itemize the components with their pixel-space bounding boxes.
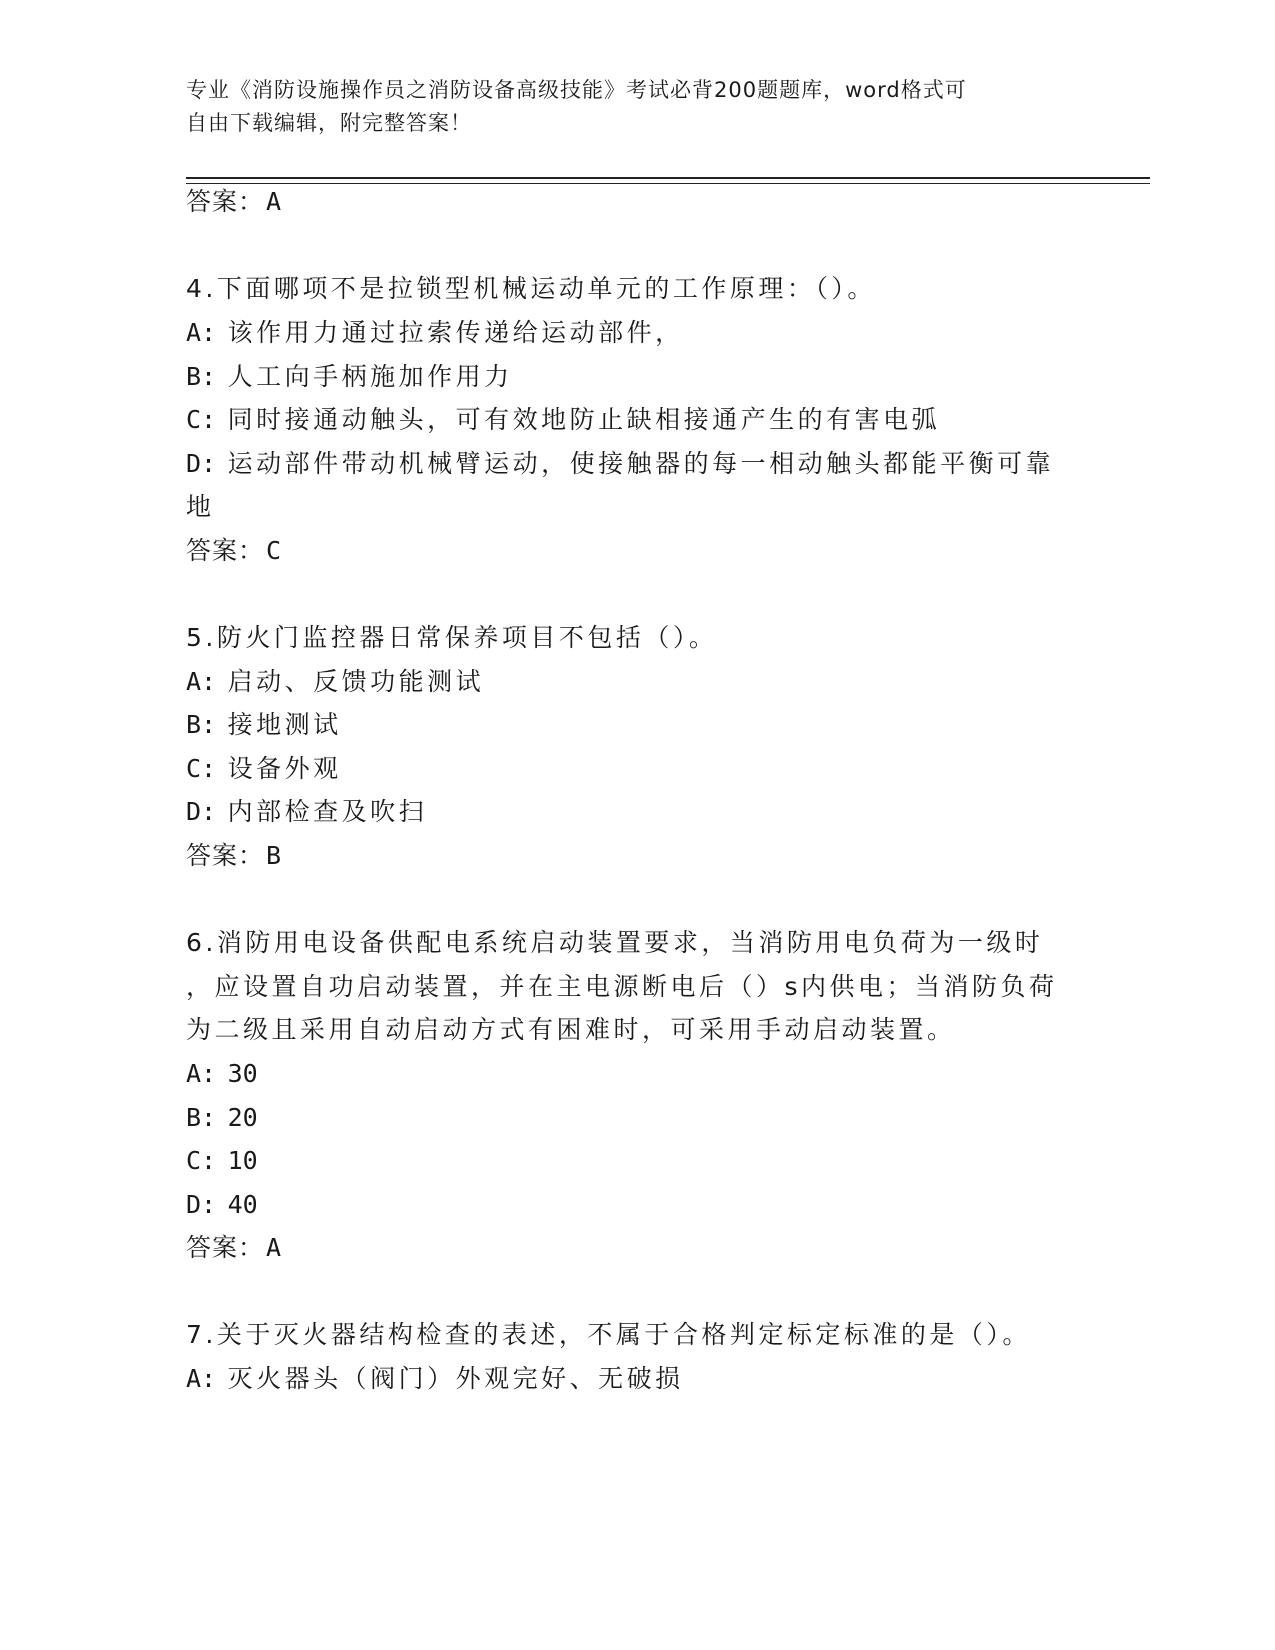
question-6-option-b xyxy=(186,1102,258,1134)
question-5-option-a xyxy=(186,666,484,698)
previous-answer xyxy=(186,186,282,218)
option-key: A: xyxy=(186,1364,217,1393)
header-line-1: 专业《消防设施操作员之消防设备高级技能》考试必背200题题库，word格式可 xyxy=(186,78,967,102)
option-text: 10 xyxy=(227,1146,258,1175)
question-6-stem-line-1: 6.消防用电设备供配电系统启动装置要求，当消防用电负荷为一级时 xyxy=(186,928,1044,957)
option-key: B: xyxy=(186,710,217,739)
header-rule-thin xyxy=(186,183,1150,184)
question-5-option-d xyxy=(186,796,427,828)
question-4-option-a xyxy=(186,317,684,349)
option-key: C: xyxy=(186,405,217,434)
answer-label: 答案： xyxy=(186,536,265,565)
question-4-option-c xyxy=(186,404,940,436)
option-key: A: xyxy=(186,667,217,696)
option-text: 启动、反馈功能测试 xyxy=(227,667,485,696)
question-5-option-b xyxy=(186,709,342,741)
question-6-option-c xyxy=(186,1145,258,1177)
option-text: 灭火器头（阀门）外观完好、无破损 xyxy=(227,1364,684,1393)
question-6-stem-line-2: ，应设置自功启动装置，并在主电源断电后（）s内供电；当消防负荷 xyxy=(186,972,1058,1001)
answer-label: 答案： xyxy=(186,841,265,870)
option-text: 内部检查及吹扫 xyxy=(227,797,428,826)
option-text: 运动部件带动机械臂运动，使接触器的每一相动触头都能平衡可靠 xyxy=(227,449,1055,478)
option-key: D: xyxy=(186,1190,217,1219)
document-header xyxy=(186,74,1066,140)
header-rule-thick xyxy=(186,177,1150,179)
option-text: 该作用力通过拉索传递给运动部件， xyxy=(227,318,684,347)
option-text: 40 xyxy=(227,1190,258,1219)
option-text: 20 xyxy=(227,1103,258,1132)
question-4-option-b xyxy=(186,361,513,393)
question-4-option-d-continued: 地 xyxy=(186,492,215,521)
header-line-2: 自由下载编辑，附完整答案！ xyxy=(186,111,472,135)
question-5-stem: 5.防火门监控器日常保养项目不包括（）。 xyxy=(186,623,718,652)
question-6-option-d xyxy=(186,1189,258,1221)
question-6-option-a xyxy=(186,1058,258,1090)
question-4-option-d xyxy=(186,448,1054,480)
question-5-option-c xyxy=(186,753,342,785)
answer-value: A xyxy=(266,187,283,216)
option-key: B: xyxy=(186,362,217,391)
answer-label: 答案： xyxy=(186,187,265,216)
option-key: D: xyxy=(186,449,217,478)
option-text: 人工向手柄施加作用力 xyxy=(227,362,513,391)
answer-label: 答案： xyxy=(186,1233,265,1262)
option-text: 设备外观 xyxy=(227,754,342,783)
option-text: 接地测试 xyxy=(227,710,342,739)
question-7-option-a xyxy=(186,1363,684,1395)
question-4-stem: 4.下面哪项不是拉锁型机械运动单元的工作原理：（）。 xyxy=(186,274,876,303)
option-key: C: xyxy=(186,754,217,783)
answer-value: C xyxy=(266,536,283,565)
option-text: 同时接通动触头，可有效地防止缺相接通产生的有害电弧 xyxy=(227,405,941,434)
question-7-stem: 7.关于灭火器结构检查的表述，不属于合格判定标定标准的是（）。 xyxy=(186,1320,1031,1349)
question-6-answer xyxy=(186,1232,282,1264)
question-6-stem-line-3: 为二级且采用自动启动方式有困难时，可采用手动启动装置。 xyxy=(186,1015,956,1044)
option-key: A: xyxy=(186,318,217,347)
option-key: B: xyxy=(186,1103,217,1132)
option-key: C: xyxy=(186,1146,217,1175)
answer-value: A xyxy=(266,1233,283,1262)
question-5-answer xyxy=(186,840,282,872)
question-4-answer xyxy=(186,535,282,567)
option-text: 30 xyxy=(227,1059,258,1088)
option-key: D: xyxy=(186,797,217,826)
option-key: A: xyxy=(186,1059,217,1088)
answer-value: B xyxy=(266,841,283,870)
